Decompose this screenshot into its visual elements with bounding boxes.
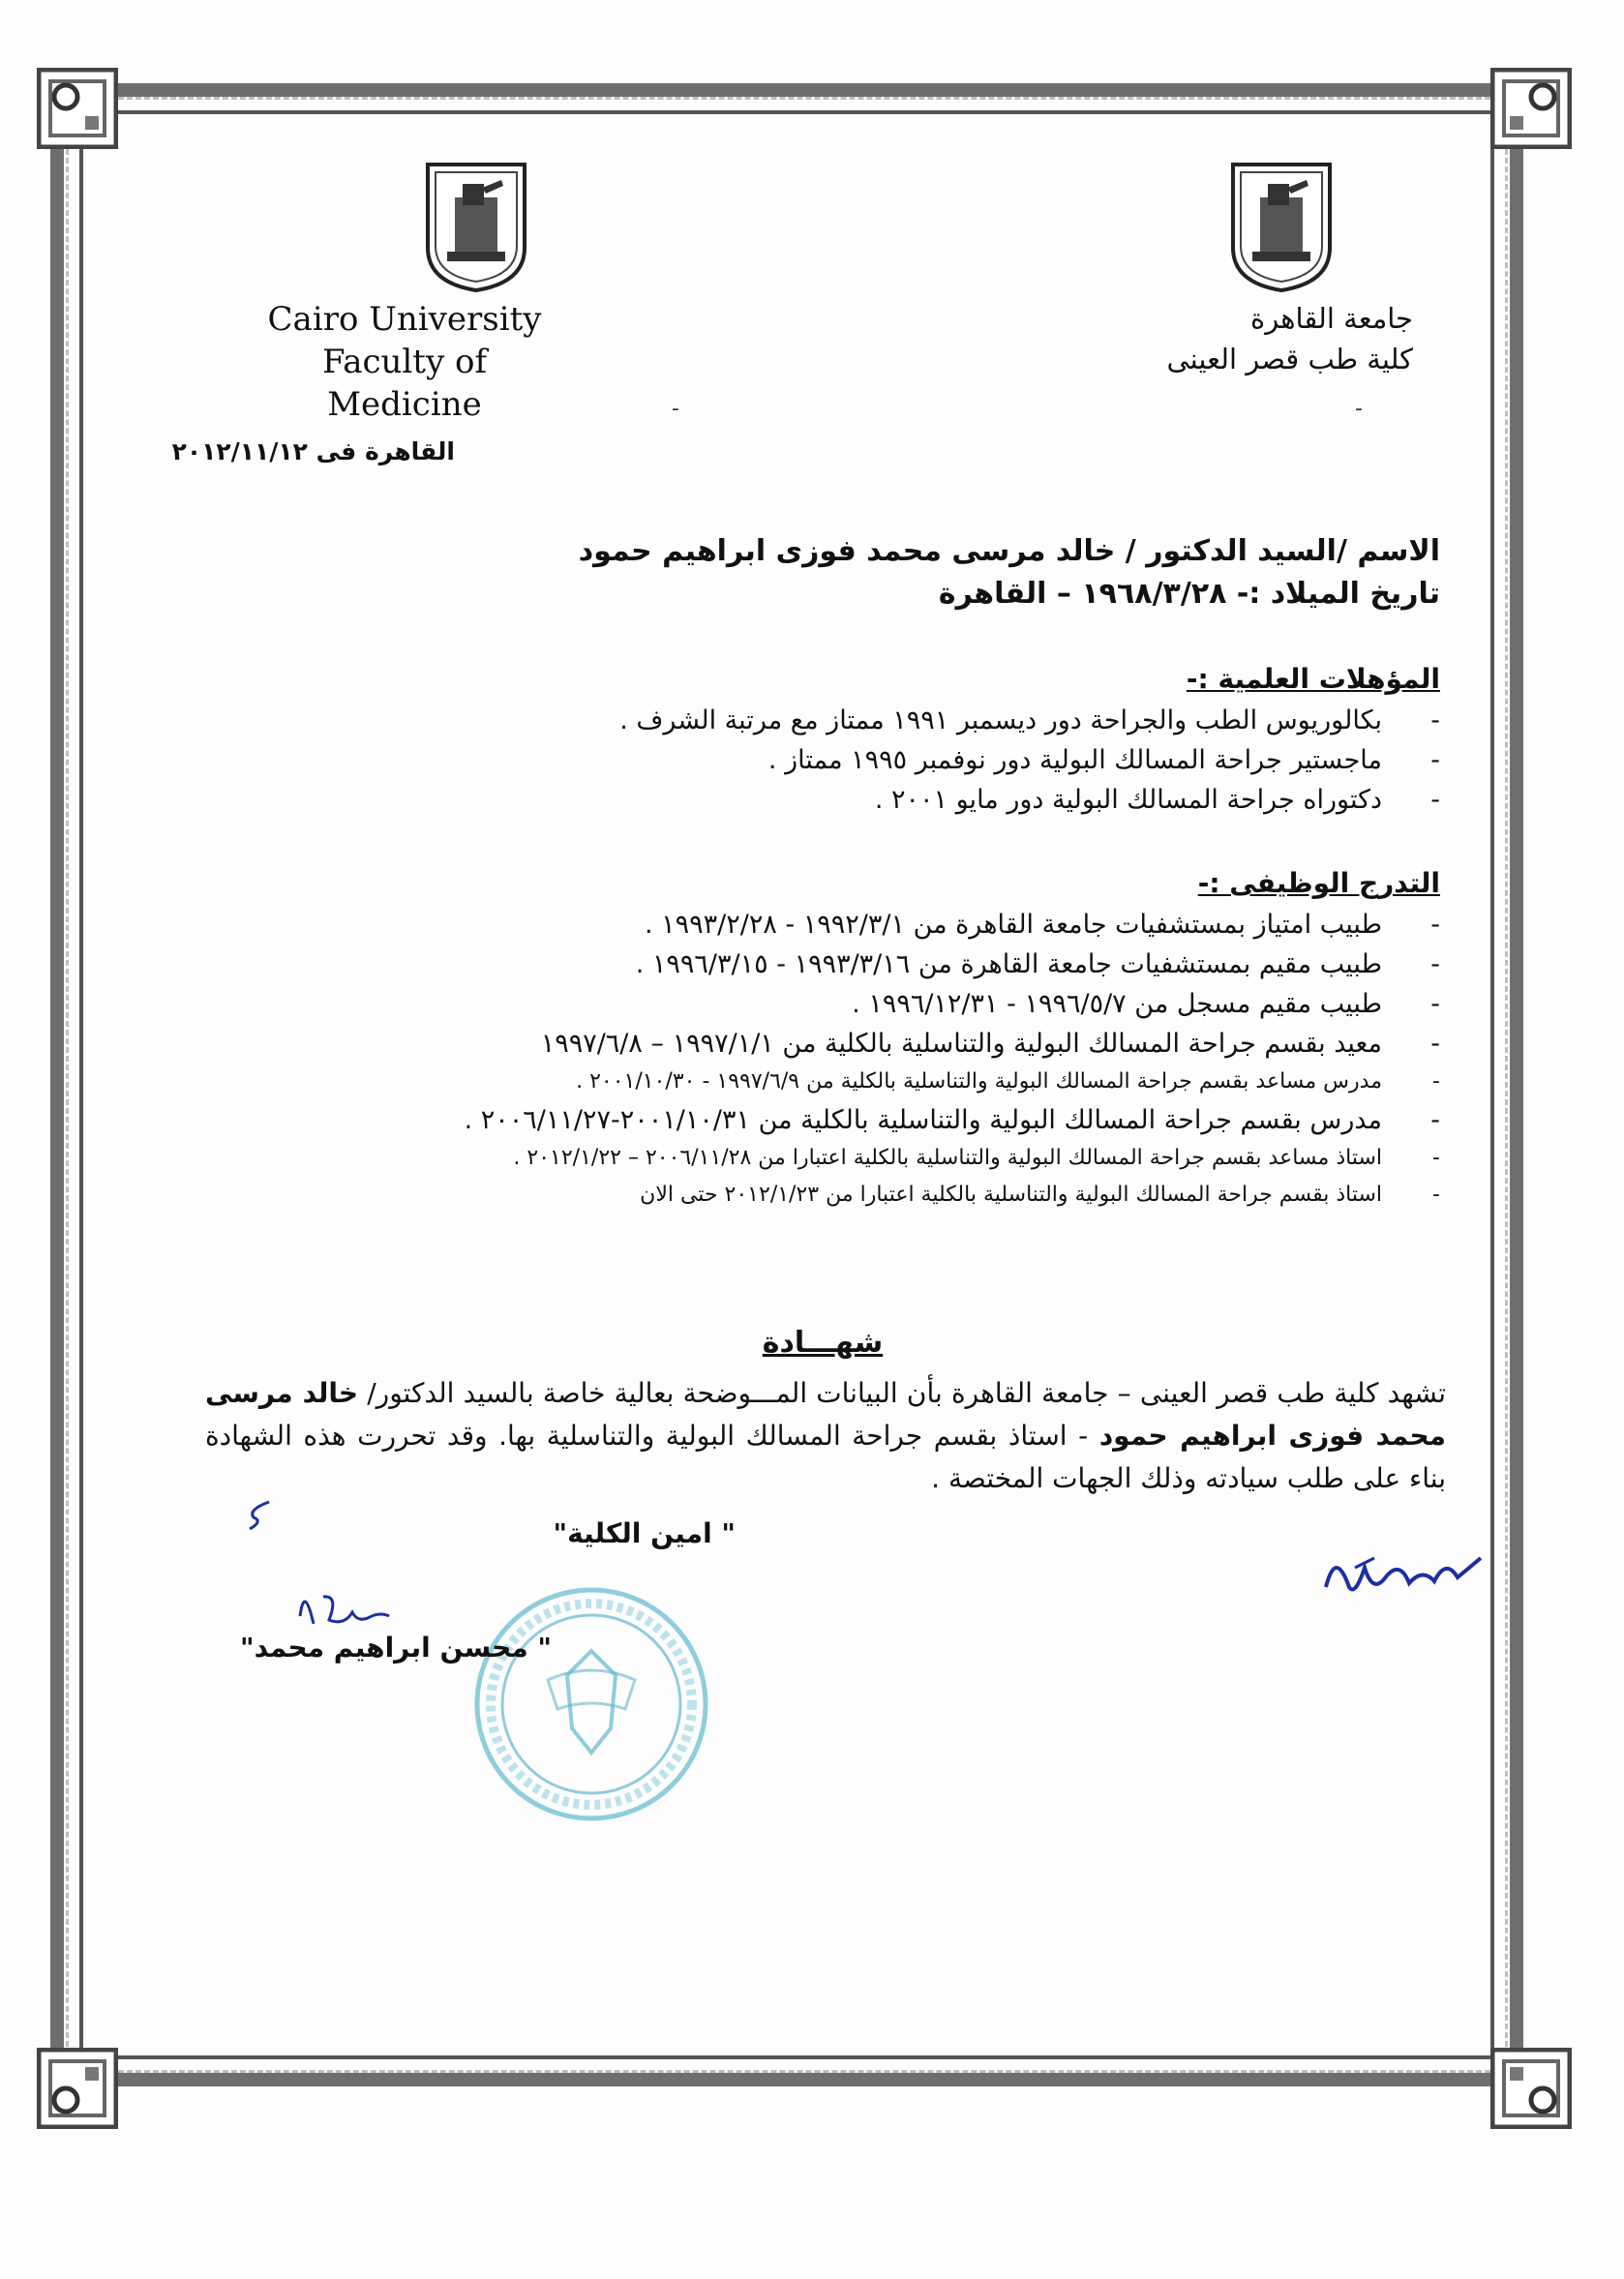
- list-item: - استاذ بقسم جراحة المسالك البولية والتناسلية بالكلية اعتبارا من ٢٠١٢/١/٢٣ حتى الان: [640, 1183, 1440, 1207]
- issue-date: القاهرة فى ٢٠١٢/١١/١٢: [171, 437, 455, 465]
- career-list: [223, 905, 1440, 1214]
- birth-date: تاريخ الميلاد :- ١٩٦٨/٣/٢٨ – القاهرة: [938, 577, 1440, 611]
- list-item: - معيد بقسم جراحة المسالك البولية والتناسلية بالكلية من ١٩٩٧/١/١ – ١٩٩٧/٦/٨: [540, 1029, 1440, 1059]
- corner-ornament-bottom-right: [1490, 2048, 1572, 2129]
- corner-ornament-top-right: [1490, 68, 1572, 149]
- faculty-name-en: Faculty of Medicine: [321, 343, 488, 424]
- university-logo-left: [422, 159, 530, 294]
- list-item: - بكالوريوس الطب والجراحة دور ديسمبر ١٩٩١ ممتاز مع مرتبة الشرف .: [619, 705, 1440, 735]
- person-name: الاسم /السيد الدكتور / خالد مرسى محمد فوزى ابراهيم حمود: [578, 534, 1440, 568]
- header-english: [250, 298, 559, 426]
- signature-role: " امين الكلية": [553, 1517, 736, 1549]
- list-item: - مدرس مساعد بقسم جراحة المسالك البولية والتناسلية بالكلية من ١٩٩٧/٦/٩ - ٢٠٠١/١٠/٣٠ .: [576, 1069, 1440, 1094]
- qualifications-title: المؤهلات العلمية :-: [1186, 663, 1440, 695]
- official-stamp: [470, 1583, 712, 1825]
- list-item: - طبيب مقيم مسجل من ١٩٩٦/٥/٧ - ١٩٩٦/١٢/٣١ .: [852, 989, 1440, 1019]
- corner-ornament-top-left: [37, 68, 118, 149]
- handwritten-signature: [1316, 1529, 1490, 1620]
- header-dash-right: -: [1355, 397, 1363, 421]
- university-logo-right: [1227, 159, 1336, 294]
- certificate-person-name: خالد مرسى محمد فوزى ابراهيم حمود: [205, 1377, 1446, 1452]
- handwritten-mark: [242, 1496, 281, 1539]
- header-dash-left: -: [672, 397, 679, 421]
- list-item: - استاذ مساعد بقسم جراحة المسالك البولية والتناسلية بالكلية اعتبارا من ٢٠٠٦/١١/٢٨ – ٢٠١٢/١/٢٢ .: [513, 1146, 1440, 1170]
- certificate-title: شهـــادة: [762, 1326, 884, 1360]
- university-name-ar: جامعة القاهرة: [1250, 302, 1413, 335]
- list-item: - ماجستير جراحة المسالك البولية دور نوفمبر ١٩٩٥ ممتاز .: [767, 745, 1440, 775]
- list-item: - طبيب مقيم بمستشفيات جامعة القاهرة من ١٩٩٣/٣/١٦ - ١٩٩٦/٣/١٥ .: [635, 949, 1440, 979]
- list-item: - طبيب امتياز بمستشفيات جامعة القاهرة من ١٩٩٢/٣/١ - ١٩٩٣/٢/٢٨ .: [644, 910, 1440, 940]
- list-item: - دكتوراه جراحة المسالك البولية دور مايو ٢٠٠١ .: [874, 785, 1440, 815]
- list-item: - مدرس بقسم جراحة المسالك البولية والتناسلية بالكلية من ٢٠٠١/١٠/٣١-٢٠٠٦/١١/٢٧ .: [464, 1105, 1440, 1135]
- handwritten-initials: [290, 1577, 397, 1649]
- career-title: التدرج الوظيفى :-: [1197, 867, 1440, 899]
- qualifications-list: [223, 701, 1440, 820]
- corner-ornament-bottom-left: [37, 2048, 118, 2129]
- signature-name: " محسن ابراهيم محمد": [239, 1632, 552, 1664]
- university-name-en: Cairo University: [267, 300, 542, 339]
- header-arabic: [1113, 298, 1413, 379]
- document-body: [223, 530, 1440, 1214]
- faculty-name-ar: كلية طب قصر العينى: [1166, 343, 1413, 375]
- certificate-body: تشهد كلية طب قصر العينى – جامعة القاهرة بأن البيانات المـــوضحة بعالية خاصة بالسيد الدكتور/ خالد مرسى محمد فوزى ابراهيم حمود - استاذ بقسم جراحة المسالك البولية والتناسلية بها. وقد تحررت هذه الشهادة بناء على طلب سيادته وذلك الجهات المختصة .: [205, 1377, 1446, 1494]
